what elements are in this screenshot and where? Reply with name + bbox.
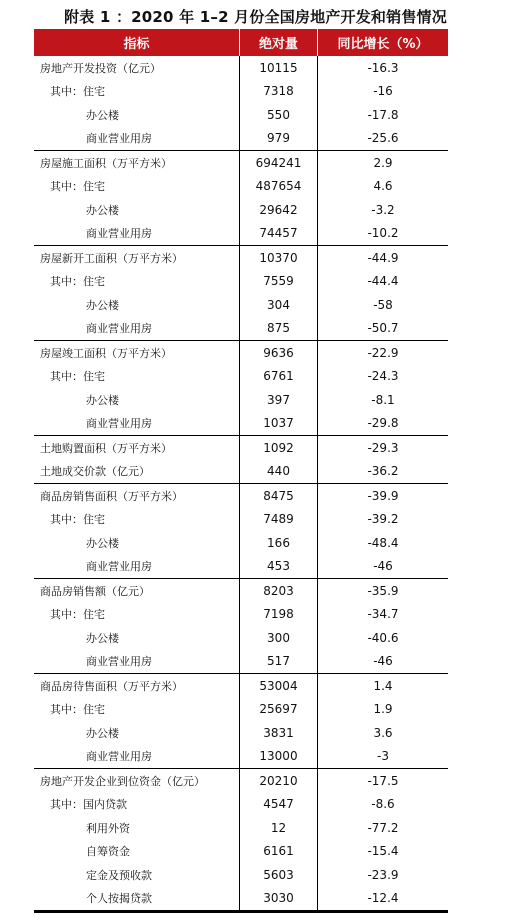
table-row bbox=[34, 365, 448, 389]
table-row bbox=[34, 412, 448, 436]
table-row bbox=[34, 436, 448, 460]
header-indicator: 指标 bbox=[123, 37, 150, 52]
row-yoy-growth: -50.7 bbox=[317, 317, 448, 341]
row-absolute-value: 12 bbox=[239, 816, 317, 840]
row-indicator-label: 办公楼 bbox=[86, 393, 119, 407]
table-row bbox=[34, 745, 448, 769]
row-indicator-label: 房屋新开工面积（万平方米） bbox=[40, 251, 183, 265]
row-absolute-value: 7198 bbox=[239, 603, 317, 627]
table-row bbox=[34, 508, 448, 532]
row-indicator-label: 办公楼 bbox=[86, 536, 119, 550]
table-row bbox=[34, 603, 448, 627]
row-indicator-label: 利用外资 bbox=[86, 821, 130, 835]
table-row bbox=[34, 887, 448, 911]
row-yoy-growth: -15.4 bbox=[317, 840, 448, 864]
row-absolute-value: 7559 bbox=[239, 270, 317, 294]
row-yoy-growth: -17.5 bbox=[317, 769, 448, 793]
row-indicator-label: 商业营业用房 bbox=[86, 750, 152, 764]
row-indicator-label: 办公楼 bbox=[86, 203, 119, 217]
row-absolute-value: 25697 bbox=[239, 698, 317, 722]
row-yoy-growth: 1.4 bbox=[317, 674, 448, 698]
row-indicator-label: 办公楼 bbox=[86, 298, 119, 312]
row-absolute-value: 10370 bbox=[239, 246, 317, 270]
table-row bbox=[34, 650, 448, 674]
row-absolute-value: 550 bbox=[239, 103, 317, 127]
row-yoy-growth: -44.9 bbox=[317, 246, 448, 270]
table-row bbox=[34, 698, 448, 722]
row-yoy-growth: -46 bbox=[317, 555, 448, 579]
table-row bbox=[34, 388, 448, 412]
row-indicator-label: 土地成交价款（亿元） bbox=[40, 465, 150, 479]
table-row bbox=[34, 222, 448, 246]
row-indicator-label: 其中：国内贷款 bbox=[50, 798, 127, 812]
row-indicator-label: 自筹资金 bbox=[86, 845, 130, 859]
table-row bbox=[34, 674, 448, 698]
row-absolute-value: 300 bbox=[239, 626, 317, 650]
row-indicator-label: 房屋竣工面积（万平方米） bbox=[40, 346, 172, 360]
data-table bbox=[34, 29, 448, 911]
row-yoy-growth: -39.9 bbox=[317, 484, 448, 508]
row-absolute-value: 304 bbox=[239, 293, 317, 317]
row-indicator-label: 房屋施工面积（万平方米） bbox=[40, 156, 172, 170]
row-yoy-growth: 2.9 bbox=[317, 151, 448, 175]
row-yoy-growth: 4.6 bbox=[317, 175, 448, 199]
row-absolute-value: 517 bbox=[239, 650, 317, 674]
table-row bbox=[34, 460, 448, 484]
row-absolute-value: 13000 bbox=[239, 745, 317, 769]
row-absolute-value: 875 bbox=[239, 317, 317, 341]
row-absolute-value: 7318 bbox=[239, 80, 317, 104]
row-yoy-growth: -12.4 bbox=[317, 887, 448, 911]
row-yoy-growth: -8.1 bbox=[317, 388, 448, 412]
table-row bbox=[34, 317, 448, 341]
row-yoy-growth: -29.3 bbox=[317, 436, 448, 460]
row-indicator-label: 个人按揭贷款 bbox=[86, 892, 152, 906]
row-indicator-label: 其中：住宅 bbox=[50, 85, 105, 99]
table-group bbox=[34, 484, 448, 579]
row-yoy-growth: -35.9 bbox=[317, 579, 448, 603]
row-yoy-growth: -29.8 bbox=[317, 412, 448, 436]
row-yoy-growth: -36.2 bbox=[317, 460, 448, 484]
row-yoy-growth: 3.6 bbox=[317, 721, 448, 745]
row-indicator-label: 其中：住宅 bbox=[50, 608, 105, 622]
row-absolute-value: 4547 bbox=[239, 793, 317, 817]
row-absolute-value: 440 bbox=[239, 460, 317, 484]
row-indicator-label: 办公楼 bbox=[86, 631, 119, 645]
row-yoy-growth: -77.2 bbox=[317, 816, 448, 840]
row-indicator-label: 办公楼 bbox=[86, 108, 119, 122]
header-absolute-value: 绝对量 bbox=[239, 29, 317, 56]
row-absolute-value: 8203 bbox=[239, 579, 317, 603]
table-row bbox=[34, 816, 448, 840]
row-yoy-growth: -17.8 bbox=[317, 103, 448, 127]
row-absolute-value: 8475 bbox=[239, 484, 317, 508]
row-indicator-label: 房地产开发投资（亿元） bbox=[40, 61, 161, 75]
table-row bbox=[34, 103, 448, 127]
table-row bbox=[34, 341, 448, 365]
row-indicator-label: 商业营业用房 bbox=[86, 655, 152, 669]
row-indicator-label: 商业营业用房 bbox=[86, 132, 152, 146]
row-indicator-label: 商品房销售面积（万平方米） bbox=[40, 489, 183, 503]
table-row bbox=[34, 151, 448, 175]
row-absolute-value: 1092 bbox=[239, 436, 317, 460]
row-absolute-value: 397 bbox=[239, 388, 317, 412]
table-row bbox=[34, 721, 448, 745]
table-header bbox=[34, 29, 448, 56]
row-indicator-label: 商品房销售额（亿元） bbox=[40, 584, 150, 598]
row-yoy-growth: -44.4 bbox=[317, 270, 448, 294]
table-row bbox=[34, 80, 448, 104]
row-absolute-value: 453 bbox=[239, 555, 317, 579]
row-yoy-growth: -10.2 bbox=[317, 222, 448, 246]
table-row bbox=[34, 769, 448, 793]
row-indicator-label: 商业营业用房 bbox=[86, 560, 152, 574]
row-absolute-value: 10115 bbox=[239, 56, 317, 80]
table-row bbox=[34, 579, 448, 603]
row-absolute-value: 5603 bbox=[239, 863, 317, 887]
row-indicator-label: 其中：住宅 bbox=[50, 370, 105, 384]
table-bottom-rule bbox=[34, 911, 448, 913]
table-row bbox=[34, 793, 448, 817]
row-absolute-value: 166 bbox=[239, 531, 317, 555]
row-indicator-label: 定金及预收款 bbox=[86, 868, 152, 882]
row-absolute-value: 6761 bbox=[239, 365, 317, 389]
row-yoy-growth: -48.4 bbox=[317, 531, 448, 555]
table-group bbox=[34, 246, 448, 341]
row-absolute-value: 487654 bbox=[239, 175, 317, 199]
table-row bbox=[34, 626, 448, 650]
row-yoy-growth: -16 bbox=[317, 80, 448, 104]
row-absolute-value: 979 bbox=[239, 127, 317, 151]
row-indicator-label: 其中：住宅 bbox=[50, 180, 105, 194]
table-row bbox=[34, 840, 448, 864]
row-indicator-label: 房地产开发企业到位资金（亿元） bbox=[40, 774, 205, 788]
table-group bbox=[34, 436, 448, 484]
table-title: 附表 1 ：2020 年 1–2 月份全国房地产开发和销售情况 bbox=[64, 8, 447, 26]
row-absolute-value: 9636 bbox=[239, 341, 317, 365]
row-yoy-growth: -3.2 bbox=[317, 198, 448, 222]
row-indicator-label: 办公楼 bbox=[86, 726, 119, 740]
row-absolute-value: 3030 bbox=[239, 887, 317, 911]
table-row bbox=[34, 175, 448, 199]
row-absolute-value: 20210 bbox=[239, 769, 317, 793]
table-group bbox=[34, 56, 448, 151]
table-row bbox=[34, 555, 448, 579]
table-body bbox=[34, 56, 448, 911]
table-group bbox=[34, 341, 448, 436]
row-yoy-growth: -39.2 bbox=[317, 508, 448, 532]
row-indicator-label: 商业营业用房 bbox=[86, 227, 152, 241]
row-yoy-growth: -58 bbox=[317, 293, 448, 317]
row-indicator-label: 商业营业用房 bbox=[86, 417, 152, 431]
row-absolute-value: 29642 bbox=[239, 198, 317, 222]
row-yoy-growth: -3 bbox=[317, 745, 448, 769]
row-absolute-value: 3831 bbox=[239, 721, 317, 745]
table-row bbox=[34, 246, 448, 270]
row-yoy-growth: -22.9 bbox=[317, 341, 448, 365]
table-row bbox=[34, 863, 448, 887]
row-yoy-growth: 1.9 bbox=[317, 698, 448, 722]
row-absolute-value: 53004 bbox=[239, 674, 317, 698]
table-row bbox=[34, 293, 448, 317]
table-group bbox=[34, 674, 448, 769]
table-row bbox=[34, 56, 448, 80]
table-group bbox=[34, 579, 448, 674]
table-row bbox=[34, 484, 448, 508]
table-row bbox=[34, 198, 448, 222]
table-row bbox=[34, 531, 448, 555]
row-yoy-growth: -8.6 bbox=[317, 793, 448, 817]
table-group bbox=[34, 151, 448, 246]
row-indicator-label: 其中：住宅 bbox=[50, 513, 105, 527]
row-yoy-growth: -23.9 bbox=[317, 863, 448, 887]
table-group bbox=[34, 769, 448, 911]
row-yoy-growth: -25.6 bbox=[317, 127, 448, 151]
header-yoy-growth: 同比增长（%） bbox=[317, 29, 448, 56]
row-yoy-growth: -24.3 bbox=[317, 365, 448, 389]
row-absolute-value: 694241 bbox=[239, 151, 317, 175]
row-yoy-growth: -46 bbox=[317, 650, 448, 674]
table-row bbox=[34, 127, 448, 151]
row-absolute-value: 7489 bbox=[239, 508, 317, 532]
row-indicator-label: 其中：住宅 bbox=[50, 275, 105, 289]
row-yoy-growth: -34.7 bbox=[317, 603, 448, 627]
table-row bbox=[34, 270, 448, 294]
row-absolute-value: 6161 bbox=[239, 840, 317, 864]
row-indicator-label: 其中：住宅 bbox=[50, 703, 105, 717]
row-yoy-growth: -16.3 bbox=[317, 56, 448, 80]
row-indicator-label: 商品房待售面积（万平方米） bbox=[40, 679, 183, 693]
row-absolute-value: 1037 bbox=[239, 412, 317, 436]
row-yoy-growth: -40.6 bbox=[317, 626, 448, 650]
row-absolute-value: 74457 bbox=[239, 222, 317, 246]
row-indicator-label: 商业营业用房 bbox=[86, 322, 152, 336]
row-indicator-label: 土地购置面积（万平方米） bbox=[40, 441, 172, 455]
